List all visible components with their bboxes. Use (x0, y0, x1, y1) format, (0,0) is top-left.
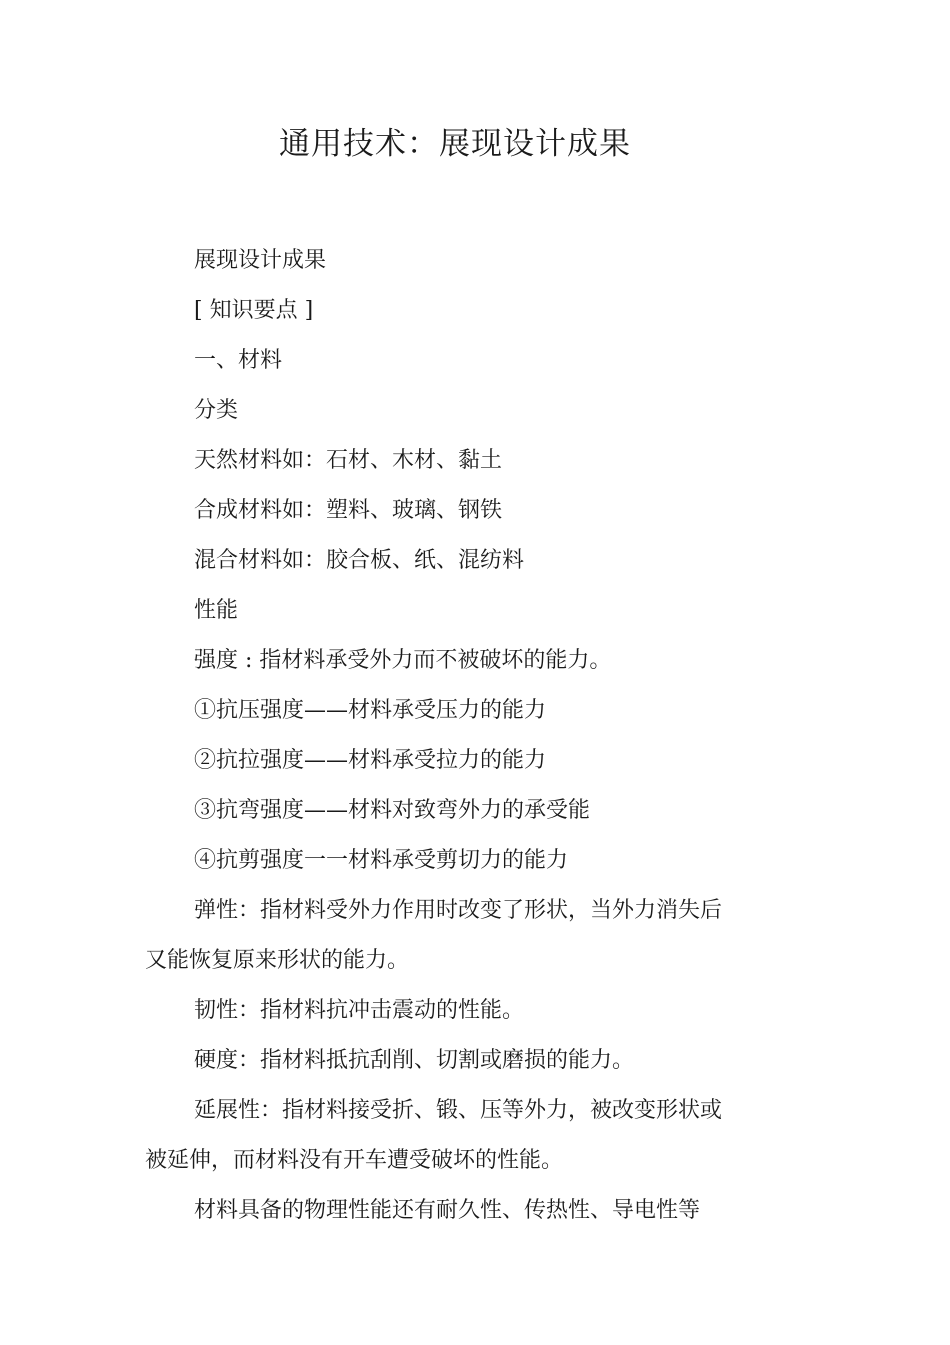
body-line: [ 知识要点 ] (194, 298, 314, 323)
body-line: 混合材料如：胶合板、纸、混纺料 (194, 548, 525, 573)
list-item: ④抗剪强度一一材料承受剪切力的能力 (194, 848, 569, 873)
body-line: 强度 : 指材料承受外力而不被破坏的能力。 (194, 648, 612, 673)
body-line-continuation: 被延伸，而材料没有开车遭受破坏的性能。 (145, 1148, 564, 1173)
body-line: 展现设计成果 (194, 248, 327, 273)
body-line: 弹性：指材料受外力作用时改变了形状，当外力消失后 (194, 898, 723, 923)
body-line: 韧性：指材料抗冲击震动的性能。 (194, 998, 525, 1023)
body-line: 硬度：指材料抵抗刮削、切割或磨损的能力。 (194, 1048, 635, 1073)
section-heading: 一、材料 (194, 348, 283, 373)
list-item: ②抗拉强度——材料承受拉力的能力 (194, 748, 547, 773)
list-item: ③抗弯强度——材料对致弯外力的承受能 (194, 798, 591, 823)
body-line: 天然材料如：石材、木材、黏土 (194, 448, 503, 473)
body-line: 合成材料如：塑料、玻璃、钢铁 (194, 498, 503, 523)
body-line: 分类 (194, 398, 239, 423)
document-body (145, 236, 745, 1236)
document-title: 通用技术：展现设计成果 (279, 126, 631, 162)
body-line-continuation: 又能恢复原来形状的能力。 (145, 948, 410, 973)
list-item: ①抗压强度——材料承受压力的能力 (194, 698, 547, 723)
body-line: 延展性：指材料接受折、锻、压等外力，被改变形状或 (194, 1098, 723, 1123)
body-line: 性能 (194, 598, 239, 623)
body-line: 材料具备的物理性能还有耐久性、传热性、导电性等 (194, 1198, 701, 1223)
